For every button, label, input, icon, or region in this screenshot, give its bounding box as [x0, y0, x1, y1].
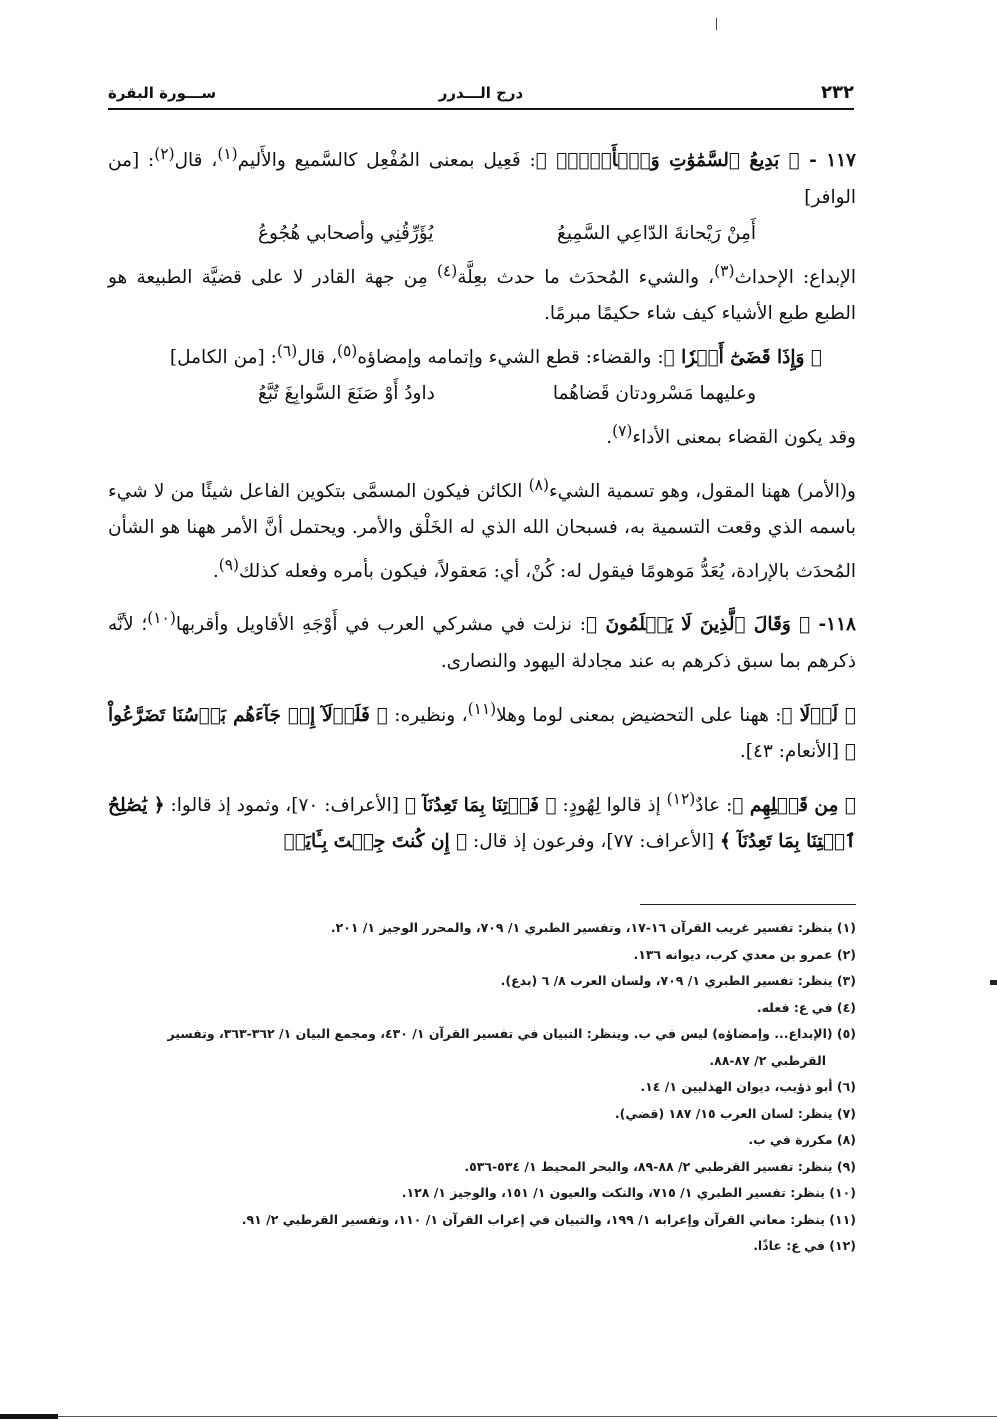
- paragraph-text: : ههنا على التحضيض بمعنى لوما وهلا: [496, 704, 782, 726]
- verse-quote: ﴿ فَأۡتِنَا بِمَا تَعِدُنَآ ﴾: [404, 794, 557, 816]
- footnote: (١) ينظر: تفسير غريب القرآن ١٦-١٧، وتفسير الطبري ١/ ٧٠٩، والمحرر الوجيز ١/ ٢٠١.: [330, 920, 856, 935]
- paragraph-117: [108, 136, 856, 216]
- scan-edge-line: [58, 1416, 997, 1417]
- verse-quote: ١١٧ - ﴿ بَدِيعُ ٱلسَّمَٰوَٰتِ وَٱلۡأَرۡضِۖ ﴾: [535, 150, 856, 172]
- paragraph-qada: [108, 333, 856, 377]
- footnote: (٧) ينظر: لسان العرب ١٥/ ١٨٧ (قضي).: [614, 1105, 856, 1121]
- verse-quote: ﴿ إِن كُنتَ جِئۡتَ بِـَٔايَةٖ: [283, 831, 468, 853]
- footnote-ref: (١٢): [666, 789, 696, 808]
- poem-verse: [108, 216, 856, 253]
- paragraph-text: ، ونظيره:: [387, 704, 468, 726]
- footnote: (٣) ينظر: تفسير الطبري ١/ ٧٠٩، ولسان العرب ٨/ ٦ (بدع).: [500, 973, 856, 988]
- paragraph-118: [108, 600, 856, 680]
- footnote-ref: (٨): [528, 475, 549, 494]
- paragraph-text: الإبداع: الإحداث: [734, 266, 856, 288]
- footnote-ref: (١٠): [147, 609, 176, 628]
- footnote-ref: (٣): [714, 261, 735, 280]
- paragraph-qablihim: [108, 781, 856, 861]
- page-header: [108, 82, 854, 110]
- paragraph-text: [الأعراف: ٧٧]، وفرعون إذ قال:: [467, 831, 720, 853]
- footnote: (٦) أبو ذؤيب، ديوان الهذليين ١/ ١٤.: [640, 1079, 856, 1094]
- paragraph-ada: [108, 413, 856, 457]
- meter-label: : [من الوافر]: [108, 150, 856, 208]
- footnote-continuation: القرطبي ٢/ ٨٧-٨٨.: [709, 1052, 826, 1068]
- verse-quote: ﴿ لَوۡلَا ﴾: [781, 704, 856, 726]
- footnote: (١١) ينظر: معاني القرآن وإعرابه ١/ ١٩٩، والتبيان في إعراب القرآن ١/ ١١٠، وتفسير القرطبي ٢/ ٩١.: [241, 1211, 856, 1227]
- footnote-ref: (٧): [612, 421, 633, 440]
- meter-label: : [من الكامل]: [169, 346, 277, 368]
- footnote: (١٠) ينظر: تفسير الطبري ١/ ٧١٥، والنكت والعيون ١/ ١٥١، والوجيز ١/ ١٢٨.: [401, 1185, 856, 1200]
- verse-citation: [الأنعام: ٤٣].: [739, 741, 845, 763]
- footnote-ref: (٥): [337, 341, 358, 360]
- paragraph-text: و(الأمر) ههنا المقول، وهو تسمية الشيء: [548, 480, 856, 502]
- footnote: (٨) مكررة في ب.: [748, 1132, 856, 1147]
- poem-verse: [108, 376, 856, 413]
- book-title: درج الـــدرر: [438, 84, 524, 102]
- poem-hemistich-first: وعليهما مَسْرودتان قَضاهُما: [552, 383, 756, 405]
- paragraph-text: .: [212, 560, 219, 582]
- paragraph-text: ، قال: [297, 346, 337, 368]
- scan-speck: [716, 18, 717, 30]
- page-number: ٢٣٢: [821, 82, 854, 103]
- footnote: (٤) في ع: فعله.: [756, 999, 856, 1015]
- scan-speck: [990, 980, 997, 985]
- footnote: (٩) ينظر: تفسير القرطبي ٢/ ٨٨-٨٩، والبحر المحيط ١/ ٥٣٤-٥٣٦.: [464, 1158, 856, 1174]
- footnote: (٢) عمرو بن معدي كرب، ديوانه ١٣٦.: [633, 946, 856, 962]
- footnote-separator: [640, 904, 856, 905]
- verse-quote: ﴿ وَإِذَا قَضَىٰٓ أَمۡرٗا ﴾: [663, 346, 822, 368]
- paragraph-text: ؛ لأنَّه ذكرهم بما سبق ذكرهم به عند مجادلة اليهود والنصارى.: [108, 614, 856, 673]
- poem-hemistich-first: أَمِنْ رَيْحانةَ الدّاعِي السَّمِيعُ: [557, 223, 756, 245]
- verse-quote: ﴿ يَٰصَٰلِحُ ٱئۡتِنَا بِمَا تَعِدُنَآ ﴾: [108, 794, 856, 853]
- paragraph-text: : والقضاء: قطع الشيء وإتمامه وإمضاؤه: [357, 346, 664, 368]
- paragraph-text: وقد يكون القضاء بمعنى الأداء: [632, 427, 856, 449]
- scan-bottom-edge: [0, 1411, 997, 1420]
- paragraph-ibda: [108, 253, 856, 333]
- surah-title: ســـورة البقرة: [108, 84, 217, 102]
- paragraph-text: : عادٌ: [695, 794, 733, 816]
- scan-edge-mark: [0, 1414, 58, 1419]
- paragraph-text: ، قال: [174, 150, 218, 172]
- paragraph-text: [الأعراف: ٧٠]، وثمود إذ قالوا:: [164, 794, 405, 816]
- footnotes: [108, 915, 856, 1260]
- footnote-ref: (٤): [436, 261, 458, 280]
- footnote-ref: (٩): [218, 555, 240, 574]
- footnote-ref: (١١): [467, 699, 497, 718]
- paragraph-text: ، والشيء المُحدَث ما حدث بعِلَّة: [457, 266, 715, 288]
- footnote-ref: (٢): [154, 145, 175, 163]
- paragraph-text: إذ قالوا لِهُودٍ:: [556, 794, 667, 816]
- paragraph-amr: [108, 467, 856, 591]
- paragraph-text: مِن جهة القادر لا على قضيَّة الطبيعة هو الطبع طبع الأشياء كيف شاء حكيمًا مبرمًا.: [108, 266, 856, 325]
- verse-quote: ﴿ مِن قَبۡلِهِم ﴾: [732, 794, 856, 816]
- paragraph-text: : فَعِيل بمعنى المُفْعِل كالسَّميع والأَليم: [237, 150, 536, 172]
- paragraph-text: : نزلت في مشركي العرب في أَوْجَهِ الأقاويل وأقربها: [175, 614, 587, 636]
- poem-hemistich-second: داودُ أَوْ صَنَعَ السَّوابِغَ تُبَّعُ: [258, 383, 435, 405]
- main-text: [108, 136, 856, 861]
- footnote: (٥) (الإبداع... وإمضاؤه) ليس في ب. وينظر: التبيان في تفسير القرآن ١/ ٤٣٠، ومجمع البيان ١/ ٣٦٢-٣٦٣، وتفسير: [167, 1026, 856, 1041]
- paragraph-text: .: [606, 427, 613, 449]
- verse-quote: ١١٨- ﴿ وَقَالَ ٱلَّذِينَ لَا يَعۡلَمُونَ ﴾: [586, 614, 856, 636]
- footnote-ref: (١): [217, 145, 238, 163]
- verse-quote: ﴿ فَلَوۡلَآ إِذۡ جَآءَهُم بَأۡسُنَا تَضَرَّعُواْ ﴾: [108, 704, 856, 763]
- paragraph-lawla: [108, 691, 856, 771]
- footnote-ref: (٦): [276, 341, 298, 360]
- poem-hemistich-second: يُؤَرِّقُنِي وأصحابي هُجُوعُ: [258, 223, 434, 245]
- footnote: (١٢) في ع: عاذًا.: [753, 1238, 856, 1253]
- paragraph-text: الكائن فيكون المسمَّى بتكوين الفاعل شيئًا من لا شيء باسمه الذي وقعت التسمية به، فسبحان الله الذي له الخَلْق والأمر. ويحتمل أنَّ الأمر ههنا هو الشأن المُحدَث بالإرادة، يُعَدُّ مَوهومًا فيقول له: كُنْ، أي: مَعقولاً، فيكون بأمره وفعله كذلك: [108, 480, 856, 582]
